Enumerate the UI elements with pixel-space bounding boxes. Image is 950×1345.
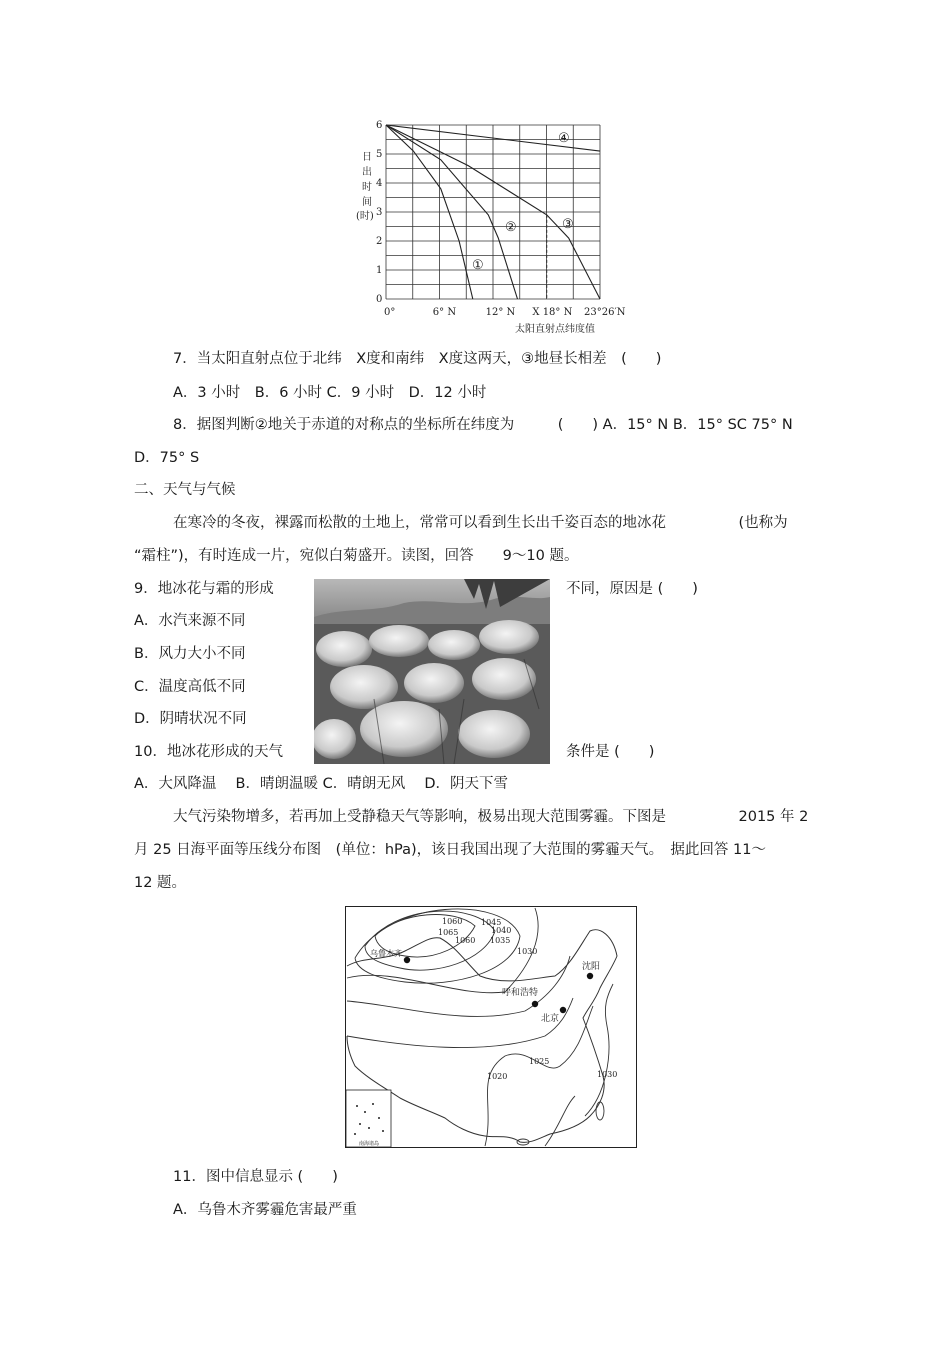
isobar-label: 1065 — [438, 928, 459, 937]
question-9-option-a: A．水汽来源不同 — [134, 613, 246, 629]
y-tick-label: 5 — [376, 149, 383, 160]
x-tick-label: 6° N — [432, 307, 457, 318]
hohhot-label: 呼和浩特 — [502, 988, 539, 998]
y-label-char-3: 时 — [362, 182, 372, 193]
sunrise-chart — [350, 115, 650, 340]
x-tick-label: X 18° N — [532, 307, 573, 318]
shenyang-dot — [587, 973, 593, 979]
question-9-option-b: B．风力大小不同 — [134, 646, 246, 662]
shenyang-label: 沈阳 — [582, 962, 601, 972]
question-9-right: 不同，原因是 ( ) — [566, 581, 698, 597]
intro2-line-2: 月 25 日海平面等压线分布图 (单位：hPa)，该日我国出现了大范围的雾霾天气。 据此回答 11～ — [134, 842, 766, 858]
question-10-left: 10．地冰花形成的天气 — [134, 744, 283, 760]
ice-flower-photo — [314, 579, 550, 764]
isobar-label: 1020 — [487, 1072, 508, 1081]
series-label-1: ① — [472, 258, 484, 273]
y-tick-label: 1 — [376, 265, 383, 276]
urumqi-dot — [404, 957, 410, 963]
isobar-label: 1025 — [529, 1057, 550, 1066]
isobar-label: 1060 — [442, 917, 463, 926]
y-label-char-1: 日 — [362, 152, 372, 163]
intro-paragraph-line-1: 在寒冷的冬夜，裸露而松散的土地上，常常可以看到生长出千姿百态的地冰花 (也称为 — [173, 515, 788, 531]
beijing-dot — [560, 1007, 566, 1013]
question-8-option-d: D．75° S — [134, 450, 200, 466]
intro2-line-3: 12 题。 — [134, 875, 187, 891]
y-label-char-5: (时) — [356, 211, 374, 222]
isobar-label: 1035 — [490, 936, 511, 945]
inset-label: 南海诸岛 — [359, 1141, 380, 1147]
question-11: 11．图中信息显示 ( ) — [173, 1169, 338, 1185]
isobar-label: 1040 — [491, 926, 512, 935]
isobar-label: 1030 — [597, 1070, 618, 1079]
isobar-label: 1030 — [517, 947, 538, 956]
series-label-4: ④ — [558, 131, 570, 146]
y-tick-label: 0 — [376, 294, 383, 305]
y-label-char-4: 间 — [362, 197, 372, 208]
x-tick-label: 12° N — [485, 307, 516, 318]
question-9-left: 9．地冰花与霜的形成 — [134, 581, 274, 597]
series-label-3: ③ — [562, 217, 574, 232]
y-tick-label: 3 — [376, 207, 383, 218]
question-10-options: A．大风降温 B．晴朗温暖 C．晴朗无风 D．阴天下雪 — [134, 776, 508, 792]
y-tick-label: 2 — [376, 236, 383, 247]
question-11-option-a: A．乌鲁木齐雾霾危害最严重 — [173, 1202, 357, 1218]
chart-grid — [386, 125, 600, 299]
question-7: 7．当太阳直射点位于北纬 X度和南纬 X度这两天，③地昼长相差 ( ) — [173, 351, 662, 367]
question-9-option-c: C．温度高低不同 — [134, 679, 246, 695]
section-heading-weather: 二、天气与气候 — [134, 482, 236, 498]
isobar-label: 1060 — [455, 936, 476, 945]
intro2-line-1: 大气污染物增多，若再加上受静稳天气等影响，极易出现大范围雾霾。下图是 2015 年 2 — [173, 809, 809, 825]
x-tick-label: 23°26′N — [584, 307, 626, 318]
question-8: 8．据图判断②地关于赤道的对称点的坐标所在纬度为 ( ) A．15° N B．15° SC 75° N — [173, 417, 793, 433]
isobar-label: 1045 — [481, 918, 502, 927]
y-label-char-2: 出 — [362, 167, 372, 178]
intro-paragraph-line-2: “霜柱”)，有时连成一片，宛似白菊盛开。读图，回答 9～10 题。 — [134, 548, 579, 564]
y-tick-label: 6 — [376, 120, 383, 131]
question-10-right: 条件是 ( ) — [566, 744, 655, 760]
x-axis-label: 太阳直射点纬度值 — [515, 324, 595, 335]
isobar-map — [345, 906, 637, 1148]
series-label-2: ② — [505, 220, 517, 235]
question-7-options: A．3 小时 B．6 小时 C．9 小时 D．12 小时 — [173, 385, 487, 401]
y-tick-label: 4 — [376, 178, 383, 189]
urumqi-label: 乌鲁木齐 — [370, 949, 402, 958]
question-9-option-d: D．阴晴状况不同 — [134, 711, 247, 727]
beijing-label: 北京 — [541, 1014, 560, 1024]
x-tick-label: 0° — [384, 307, 396, 318]
hohhot-dot — [532, 1001, 538, 1007]
